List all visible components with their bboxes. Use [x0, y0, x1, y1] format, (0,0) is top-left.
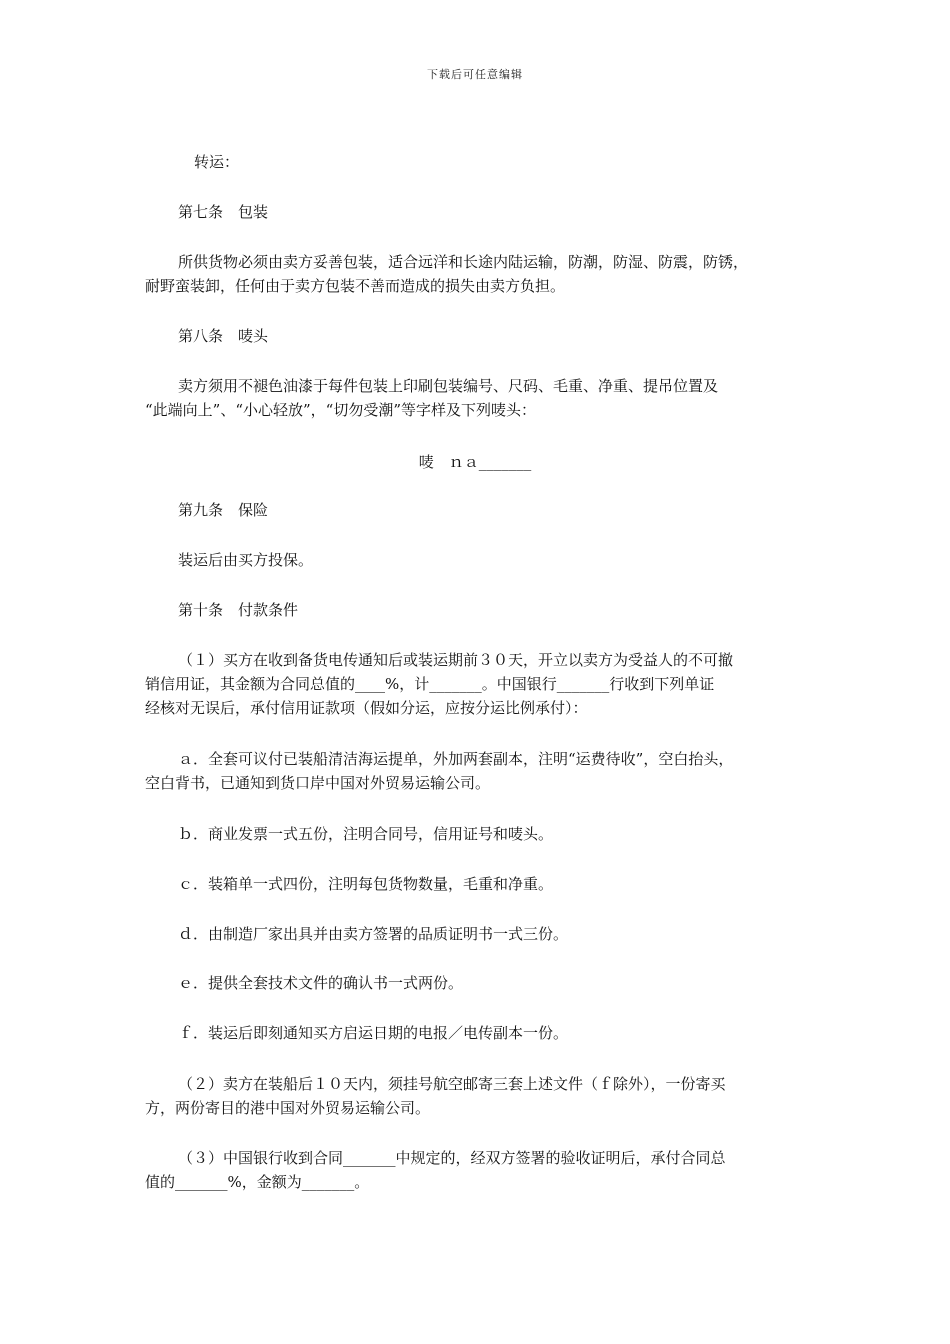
- marking-text-line-2: “此端向上”、“小心轻放”，“切勿受潮”等字样及下列唛头：: [145, 401, 537, 419]
- page-header: 下载后可任意编辑: [427, 68, 523, 81]
- article-10-heading: 第十条 付款条件: [178, 601, 299, 619]
- payment-clause-2-line-2: 方，两份寄目的港中国对外贸易运输公司。: [145, 1099, 431, 1117]
- packing-text-line-2: 耐野蛮装卸，任何由于卖方包装不善而造成的损失由卖方负担。: [145, 277, 566, 295]
- payment-clause-3-line-1: （３）中国银行收到合同_______中规定的，经双方签署的验收证明后，承付合同总: [178, 1149, 726, 1167]
- document-c: ｃ．装箱单一式四份，注明每包货物数量，毛重和净重。: [178, 875, 554, 893]
- article-7-heading: 第七条 包装: [178, 203, 269, 221]
- payment-clause-1-line-1: （１）买方在收到备货电传通知后或装运期前３０天，开立以卖方为受益人的不可撤: [178, 651, 734, 669]
- document-e: ｅ．提供全套技术文件的确认书一式两份。: [178, 974, 464, 992]
- document-f: ｆ．装运后即刻通知买方启运日期的电报／电传副本一份。: [178, 1024, 569, 1042]
- shipping-mark: 唛 ｎａ_______: [418, 453, 532, 471]
- document-b: ｂ．商业发票一式五份，注明合同号，信用证号和唛头。: [178, 825, 554, 843]
- transit-line: 转运：: [194, 153, 240, 171]
- document-d: ｄ．由制造厂家出具并由卖方签署的品质证明书一式三份。: [178, 925, 569, 943]
- document-a-line-2: 空白背书，已通知到货口岸中国对外贸易运输公司。: [145, 774, 491, 792]
- payment-clause-3-line-2: 值的_______%，金额为_______。: [145, 1173, 370, 1191]
- payment-clause-2-line-1: （２）卖方在装船后１０天内，须挂号航空邮寄三套上述文件（ｆ除外），一份寄买: [178, 1075, 726, 1093]
- packing-text-line-1: 所供货物必须由卖方妥善包装，适合远洋和长途内陆运输，防潮，防湿、防震，防锈，: [178, 253, 749, 271]
- marking-text-line-1: 卖方须用不褪色油漆于每件包装上印刷包装编号、尺码、毛重、净重、提吊位置及: [178, 377, 719, 395]
- article-9-heading: 第九条 保险: [178, 501, 269, 519]
- payment-clause-1-line-2: 销信用证，其金额为合同总值的____%，计_______。中国银行_______行收到下列单证: [145, 675, 715, 693]
- article-8-heading: 第八条 唛头: [178, 327, 269, 345]
- payment-clause-1-line-3: 经核对无误后，承付信用证款项（假如分运，应按分运比例承付）：: [145, 699, 588, 717]
- insurance-text: 装运后由买方投保。: [178, 551, 314, 569]
- document-a-line-1: ａ．全套可议付已装船清洁海运提单，外加两套副本，注明“运费待收”，空白抬头，: [178, 750, 734, 768]
